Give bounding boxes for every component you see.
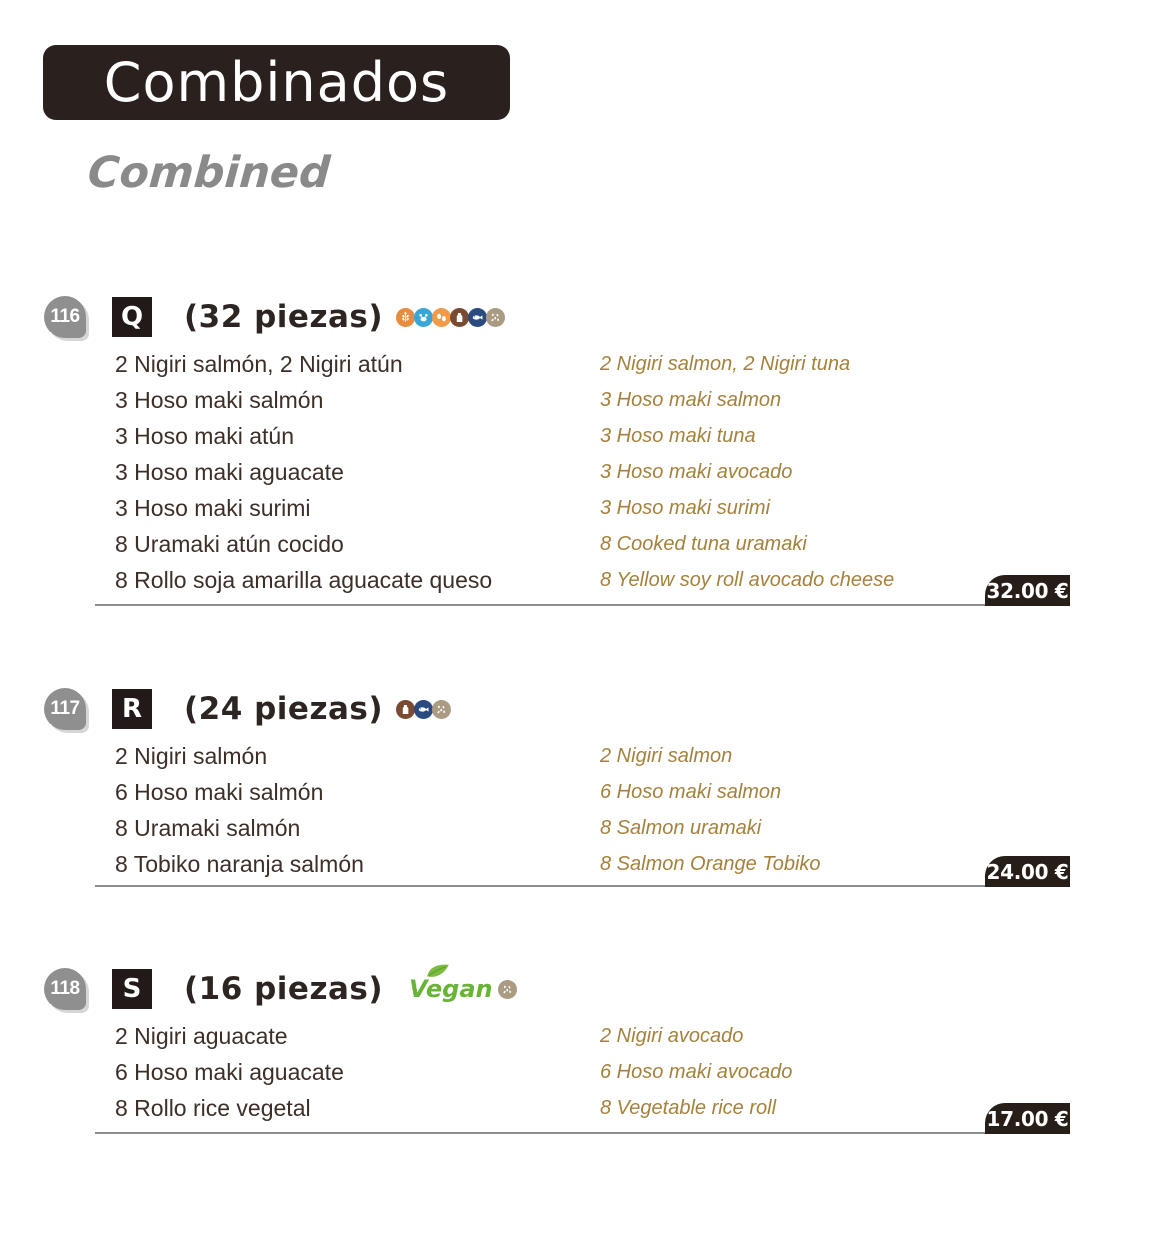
section-divider [95, 604, 1070, 606]
section-footer [44, 575, 1070, 606]
item-name-en: 3 Hoso maki salmon [600, 388, 782, 411]
item-name-es: 8 Rollo rice vegetal [115, 1094, 311, 1121]
item-name-es: 8 Rollo soja amarilla aguacate queso [115, 566, 493, 593]
section-header [44, 688, 1070, 730]
item-name-es: 8 Tobiko naranja salmón [115, 850, 364, 877]
section-footer [44, 856, 1070, 887]
item-letter-badge [112, 689, 152, 729]
pieces-count-label: (24 piezas) [184, 691, 384, 727]
vegan-label: Vegan [409, 975, 493, 1003]
allergen-icons [397, 977, 517, 1001]
section-footer [44, 1103, 1070, 1134]
price-badge: 17.00 € [985, 1103, 1070, 1134]
item-name-es: 3 Hoso maki aguacate [115, 458, 344, 485]
pieces-count-label: (32 piezas) [184, 299, 384, 335]
pieces-count-label: (16 piezas) [184, 971, 384, 1007]
menu-item-row [115, 382, 1070, 418]
menu-item-row [115, 526, 1070, 562]
menu-item-row [115, 810, 1070, 846]
egg-icon [432, 308, 451, 327]
item-name-es: 6 Hoso maki aguacate [115, 1058, 344, 1085]
item-number: 116 [50, 306, 80, 327]
item-name-es: 3 Hoso maki salmón [115, 386, 324, 413]
item-name-es: 6 Hoso maki salmón [115, 778, 324, 805]
section-divider [95, 1132, 1070, 1134]
milk-icon [396, 700, 415, 719]
item-name-en: 3 Hoso maki surimi [600, 496, 771, 519]
item-name-es: 8 Uramaki salmón [115, 814, 301, 841]
allergen-icons [397, 700, 451, 719]
item-name-en: 8 Vegetable rice roll [600, 1096, 777, 1119]
item-name-en: 3 Hoso maki tuna [600, 424, 756, 447]
item-name-en: 6 Hoso maki salmon [600, 780, 782, 803]
vegan-leaf-icon [423, 962, 453, 980]
section-divider [95, 885, 1070, 887]
item-name-es: 3 Hoso maki surimi [115, 494, 311, 521]
item-name-es: 2 Nigiri salmón [115, 742, 268, 769]
item-name-es: 2 Nigiri salmón, 2 Nigiri atún [115, 350, 403, 377]
menu-item-row [115, 738, 1070, 774]
item-name-en: 6 Hoso maki avocado [600, 1060, 793, 1083]
gluten-icon [396, 308, 415, 327]
fish-icon [414, 700, 433, 719]
menu-item-row [115, 346, 1070, 382]
item-number-badge [44, 296, 86, 338]
item-letter: S [122, 974, 142, 1004]
price-badge: 32.00 € [985, 575, 1070, 606]
menu-item-row [115, 1018, 1070, 1054]
item-number: 117 [50, 698, 80, 719]
allergen-icons [397, 308, 505, 327]
menu-item-row [115, 490, 1070, 526]
section-header [44, 296, 1070, 338]
item-number-badge [44, 968, 86, 1010]
item-letter-badge [112, 297, 152, 337]
item-number: 118 [50, 978, 80, 999]
price-badge: 24.00 € [985, 856, 1070, 887]
item-letter: R [121, 694, 143, 724]
sesame-icon [498, 980, 517, 999]
page-subtitle: Combined [86, 148, 332, 198]
section-title-banner [43, 45, 510, 120]
item-letter: Q [120, 302, 144, 332]
item-name-es: 8 Uramaki atún cocido [115, 530, 344, 557]
page-title: Combinados [103, 51, 450, 114]
item-list [115, 346, 1070, 598]
sesame-icon [486, 308, 505, 327]
item-name-en: 2 Nigiri salmon, 2 Nigiri tuna [600, 352, 851, 375]
item-name-en: 3 Hoso maki avocado [600, 460, 793, 483]
menu-section [44, 688, 1070, 882]
menu-item-row [115, 774, 1070, 810]
item-letter-badge [112, 969, 152, 1009]
item-name-en: 8 Cooked tuna uramaki [600, 532, 807, 555]
item-name-es: 3 Hoso maki atún [115, 422, 294, 449]
item-number-badge [44, 688, 86, 730]
vegan-icon [409, 977, 493, 1001]
milk-icon [450, 308, 469, 327]
item-name-en: 2 Nigiri salmon [600, 744, 733, 767]
item-name-en: 8 Salmon Orange Tobiko [600, 852, 821, 875]
menu-item-row [115, 454, 1070, 490]
menu-section [44, 968, 1070, 1131]
item-name-es: 2 Nigiri aguacate [115, 1022, 288, 1049]
item-name-en: 8 Yellow soy roll avocado cheese [600, 568, 895, 591]
menu-section [44, 296, 1070, 603]
menu-item-row [115, 418, 1070, 454]
fish-icon [468, 308, 487, 327]
section-header [44, 968, 1070, 1010]
item-name-en: 8 Salmon uramaki [600, 816, 762, 839]
item-name-en: 2 Nigiri avocado [600, 1024, 744, 1047]
crustacean-icon [414, 308, 433, 327]
sesame-icon [432, 700, 451, 719]
menu-item-row [115, 1054, 1070, 1090]
